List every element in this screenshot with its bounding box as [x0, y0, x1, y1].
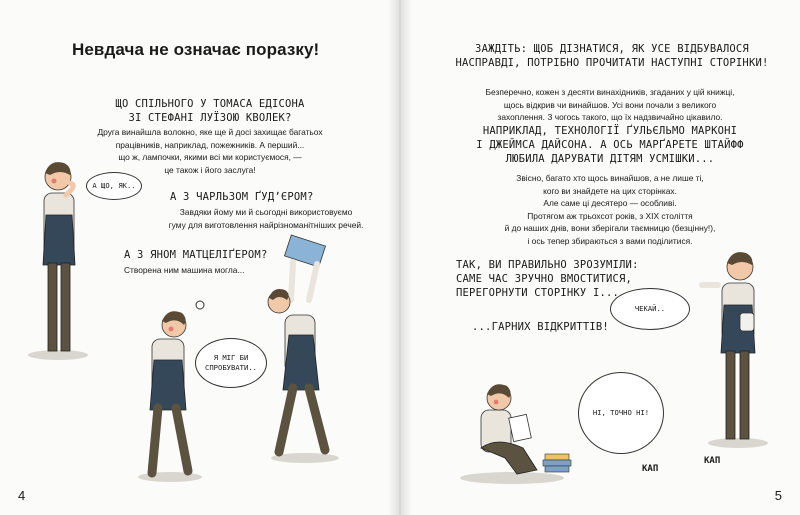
left-page — [0, 0, 398, 515]
text-line: Але саме ці десятеро — особливі. — [543, 198, 677, 208]
text-line: Завдяки йому ми й сьогодні використовуємо — [179, 207, 353, 217]
page-title: Невдача не означає поразку! — [72, 40, 320, 59]
text-line: й до наших днів, вони зберігали таємницю (безцінну!), — [504, 223, 716, 233]
text-line: кого ви знайдете на цих сторінках. — [543, 185, 677, 196]
speech-bubble-no: НІ, ТОЧНО НІ! — [578, 372, 664, 454]
wait-heading — [442, 42, 782, 70]
thinking-inventor-illustration — [20, 155, 100, 365]
right-page — [402, 0, 800, 515]
man-lifting-book-illustration — [265, 240, 355, 465]
drinking-inventor-illustration — [700, 245, 780, 450]
speech-bubble-what-if: А ЩО, ЯК.. — [86, 172, 142, 200]
text-line: Протягом аж трьохсот років, з XIX століття — [527, 210, 693, 221]
secret-paragraph — [440, 172, 780, 247]
heading-line: ПЕРЕГОРНУТИ СТОРІНКУ І... — [456, 287, 620, 299]
text-line: гуму для виготовлення найрізноманітніших речей. — [168, 219, 364, 230]
page-number-left: 4 — [18, 488, 26, 503]
heading-line: І ДЖЕЙМСА ДАЙСОНА. А ОСЬ МАРҐАРЕТЕ ШТАЙФФ — [476, 139, 744, 151]
edison-kwolek-heading — [95, 97, 325, 125]
goodyear-heading: А З ЧАРЛЬЗОМ ҐУДʼЄРОМ? — [170, 191, 314, 203]
sound-effect-drip: КАП — [642, 464, 659, 474]
heading-line: ТАК, ВИ ПРАВИЛЬНО ЗРОЗУМІЛИ: — [456, 259, 639, 271]
goodyear-paragraph — [146, 206, 386, 231]
examples-heading — [440, 124, 780, 166]
text-line: щось відкрив чи винайшов. Усі вони почали з великого — [503, 99, 717, 110]
pondering-inventor-illustration — [130, 305, 210, 485]
bubble-line: СПРОБУВАТИ.. — [205, 363, 257, 372]
text-line: Друга винайшла волокно, яке ще й досі захищає багатьох — [97, 127, 323, 137]
sound-effect-drip: КАП — [704, 456, 721, 466]
heading-line: ЩО СПІЛЬНОГО У ТОМАСА ЕДІСОНА — [115, 98, 305, 110]
heading-line: САМЕ ЧАС ЗРУЧНО ВМОСТИТИСЯ, — [456, 273, 633, 285]
text-line: це також і його заслуга! — [164, 164, 256, 175]
inventors-paragraph — [440, 86, 780, 124]
bubble-line: Я МІГ БИ — [213, 353, 249, 362]
heading-line: НАПРИКЛАД, ТЕХНОЛОГІЇ ҐУЛЬЄЛЬМО МАРКОНІ — [482, 125, 738, 137]
matzeliger-heading: А З ЯНОМ МАТЦЕЛІҐЕРОМ? — [124, 249, 268, 261]
heading-line: НАСПРАВДІ, ПОТРІБНО ПРОЧИТАТИ НАСТУПНІ СТОРІНКИ! — [455, 57, 769, 69]
speech-bubble-wait: ЧЕКАЙ.. — [610, 288, 690, 330]
heading-line: ЛЮБИЛА ДАРУВАТИ ДІТЯМ УСМІШКИ... — [505, 153, 715, 165]
sitting-writer-illustration — [457, 378, 577, 488]
text-line: Безперечно, кожен з десяти винахідників, згаданих у цій книжці, — [485, 87, 735, 97]
text-line: захоплення. З чогось такого, що їх надзвичайно цікавило. — [497, 112, 723, 122]
good-discoveries-text: ...ГАРНИХ ВІДКРИТТІВ! — [472, 321, 609, 333]
matzeliger-paragraph: Створена ним машина могла... — [124, 265, 245, 275]
heading-line: ЗІ СТЕФАНІ ЛУЇЗОЮ КВОЛЕК? — [128, 112, 292, 124]
heading-line: ЗАЖДІТЬ: ЩОБ ДІЗНАТИСЯ, ЯК УСЕ ВІДБУВАЛОСЯ — [475, 43, 749, 55]
text-line: і ось тепер збираються з вами поділитися. — [527, 235, 693, 246]
text-line: працівників, наприклад, пожежників. А перший... — [115, 139, 305, 150]
text-line: що ж, лампочки, якими всі ми користуємося, — — [118, 152, 302, 162]
kwolek-paragraph — [84, 126, 336, 176]
text-line: Звісно, багато хто щось винайшов, а не лише ті, — [516, 173, 704, 183]
page-number-right: 5 — [774, 488, 782, 503]
